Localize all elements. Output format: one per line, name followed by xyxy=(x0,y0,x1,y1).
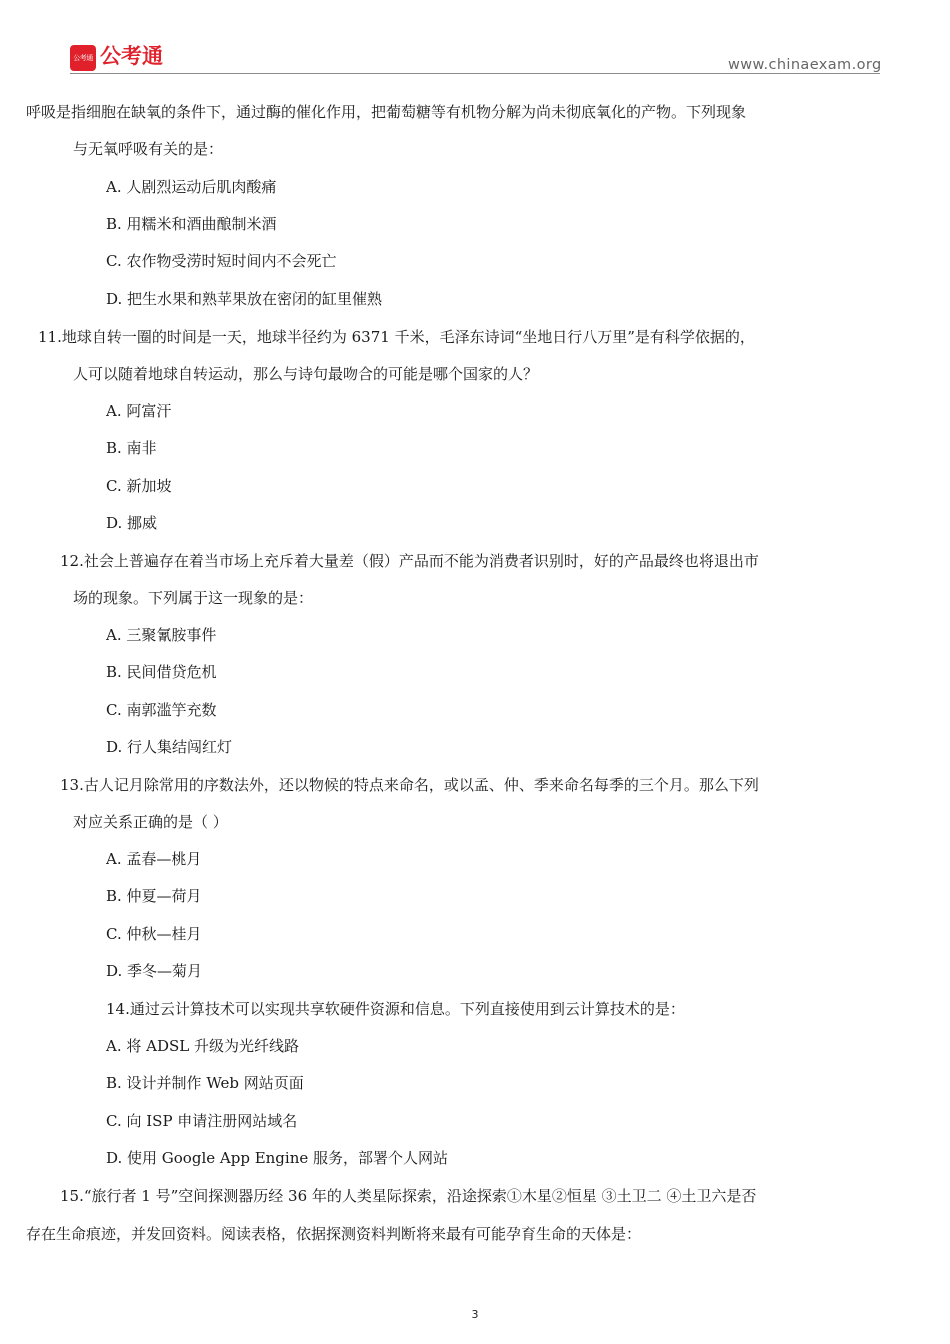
q13-option-a: A. 孟春—桃月 xyxy=(106,850,202,868)
q11-stem-line2: 人可以随着地球自转运动，那么与诗句最吻合的可能是哪个国家的人？ xyxy=(73,365,539,383)
page-header xyxy=(0,0,950,100)
logo-icon: 公考通 xyxy=(70,45,96,71)
q13-option-b: B. 仲夏—荷月 xyxy=(106,887,202,905)
q12-option-a: A. 三聚氰胺事件 xyxy=(106,626,217,644)
q11-option-b: B. 南非 xyxy=(106,439,157,457)
page-number: 3 xyxy=(471,1308,479,1321)
logo-text: 公考通 xyxy=(100,44,163,68)
q14-stem-line1: 14.通过云计算技术可以实现共享软硬件资源和信息。下列直接使用到云计算技术的是： xyxy=(106,1000,685,1018)
q10-stem-line1: 呼吸是指细胞在缺氧的条件下，通过酶的催化作用，把葡萄糖等有机物分解为尚未彻底氧化的产物。下列现象 xyxy=(26,103,747,121)
q12-option-b: B. 民间借贷危机 xyxy=(106,663,217,681)
q10-option-b: B. 用糯米和酒曲酿制米酒 xyxy=(106,215,277,233)
q14-option-a: A. 将 ADSL 升级为光纤线路 xyxy=(106,1037,300,1055)
q14-option-b: B. 设计并制作 Web 网站页面 xyxy=(106,1074,304,1092)
q13-option-d: D. 季冬—菊月 xyxy=(106,962,203,980)
website-url: www.chinaexam.org xyxy=(728,57,882,73)
q13-stem-line2: 对应关系正确的是（ ） xyxy=(73,813,228,831)
q14-option-c: C. 向 ISP 申请注册网站域名 xyxy=(106,1112,298,1130)
q10-stem-line2: 与无氧呼吸有关的是： xyxy=(73,140,224,158)
q15-stem-line1: 15.“旅行者 1 号”空间探测器历经 36 年的人类星际探索，沿途探索①木星②恒星 ③土卫二 ④土卫六是否 xyxy=(60,1187,757,1205)
q13-stem-line1: 13.古人记月除常用的序数法外，还以物候的特点来命名，或以孟、仲、季来命名每季的三个月。那么下列 xyxy=(60,776,759,794)
q11-option-a: A. 阿富汗 xyxy=(106,402,172,420)
q10-option-c: C. 农作物受涝时短时间内不会死亡 xyxy=(106,252,337,270)
q12-option-c: C. 南郭滥竽充数 xyxy=(106,701,217,719)
header-divider xyxy=(70,73,880,74)
q10-option-d: D. 把生水果和熟苹果放在密闭的缸里催熟 xyxy=(106,290,383,308)
q14-option-d: D. 使用 Google App Engine 服务，部署个人网站 xyxy=(106,1149,449,1167)
q13-option-c: C. 仲秋—桂月 xyxy=(106,925,202,943)
q11-option-c: C. 新加坡 xyxy=(106,477,172,495)
q15-stem-line2: 存在生命痕迹，并发回资料。阅读表格，依据探测资料判断将来最有可能孕育生命的天体是： xyxy=(26,1225,642,1243)
q10-option-a: A. 人剧烈运动后肌肉酸痛 xyxy=(106,178,277,196)
q12-stem-line2: 场的现象。下列属于这一现象的是： xyxy=(73,589,314,607)
q12-option-d: D. 行人集结闯红灯 xyxy=(106,738,233,756)
q12-stem-line1: 12.社会上普遍存在着当市场上充斥着大量差（假）产品而不能为消费者识别时，好的产品最终也将退出市 xyxy=(60,552,759,570)
q11-option-d: D. 挪威 xyxy=(106,514,158,532)
q11-stem-line1: 11.地球自转一圈的时间是一天，地球半径约为 6371 千米，毛泽东诗词“坐地日行八万里”是有科学依据的， xyxy=(38,328,755,346)
